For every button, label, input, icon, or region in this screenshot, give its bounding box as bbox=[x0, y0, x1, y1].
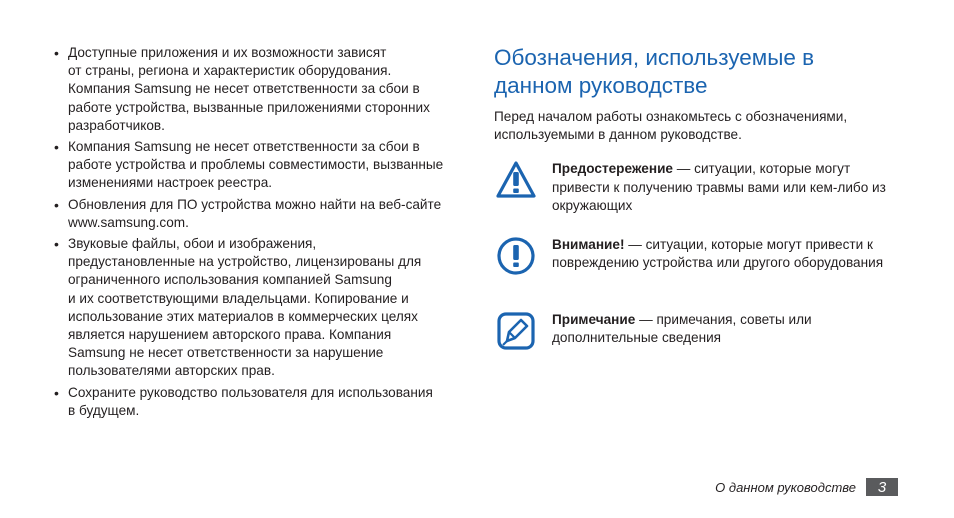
list-item-text: Доступные приложения и их возможности зависят от страны, региона и характеристик оборудования. Компания Samsung не несет ответственности за сбои в работе устройства, вызванные приложениями сторонних разработчиков. bbox=[68, 45, 430, 133]
list-item bbox=[52, 384, 462, 420]
list-item-text: Обновления для ПО устройства можно найти на веб-сайте www.samsung.com. bbox=[68, 196, 442, 230]
notice-note bbox=[494, 311, 904, 365]
list-item bbox=[52, 138, 462, 193]
intro-paragraph: Перед началом работы ознакомьтесь с обозначениями, используемыми в данном руководстве. bbox=[494, 109, 848, 143]
page-number: 3 bbox=[866, 478, 898, 496]
footer-section-name: О данном руководстве bbox=[715, 479, 856, 495]
warning-triangle-icon bbox=[496, 160, 536, 200]
note-pencil-icon bbox=[496, 311, 536, 351]
bullet-dot: • bbox=[54, 196, 59, 213]
section-title: Обозначения, используемые в данном руководстве bbox=[494, 45, 815, 98]
bullet-dot: • bbox=[54, 384, 59, 401]
notice-text: — примечания, советы или дополнительные сведения bbox=[552, 312, 812, 346]
bullet-dot: • bbox=[54, 45, 59, 61]
list-item bbox=[52, 44, 462, 135]
list-item-text: Сохраните руководство пользователя для использования в будущем. bbox=[68, 384, 433, 418]
list-item bbox=[52, 235, 462, 381]
left-column bbox=[52, 44, 462, 423]
list-item-text: Компания Samsung не несет ответственности за сбои в работе устройства и проблемы совместимости, вызванные изменениями настроек реестра. bbox=[68, 139, 444, 191]
list-item-text: Звуковые файлы, обои и изображения, предустановленные на устройство, лицензированы для ограниченного использования компанией Samsung и их соответствующими владельцами. Копирование и использование этих материалов в коммерческих целях является нарушением авторского права. Компания Samsung не несет ответственности за нарушение пользователями авторских прав. bbox=[68, 236, 422, 379]
notice-caution bbox=[494, 236, 904, 290]
caution-exclamation-icon bbox=[496, 236, 536, 276]
notice-term: Примечание bbox=[552, 312, 636, 328]
notice-text: — ситуации, которые могут привести к повреждению устройства или другого оборудования bbox=[552, 237, 884, 271]
bullet-list bbox=[52, 44, 462, 420]
notice-term: Предостережение bbox=[552, 161, 673, 177]
bullet-dot: • bbox=[54, 236, 59, 253]
notice-term: Внимание! bbox=[552, 237, 625, 253]
list-item bbox=[52, 196, 462, 232]
page-footer bbox=[715, 478, 898, 496]
notice-warning bbox=[494, 160, 904, 215]
right-column bbox=[494, 44, 904, 386]
bullet-dot: • bbox=[54, 139, 59, 156]
notice-text: — ситуации, которые могут привести к получению травмы вами или кем-либо из окружающих bbox=[552, 161, 886, 213]
